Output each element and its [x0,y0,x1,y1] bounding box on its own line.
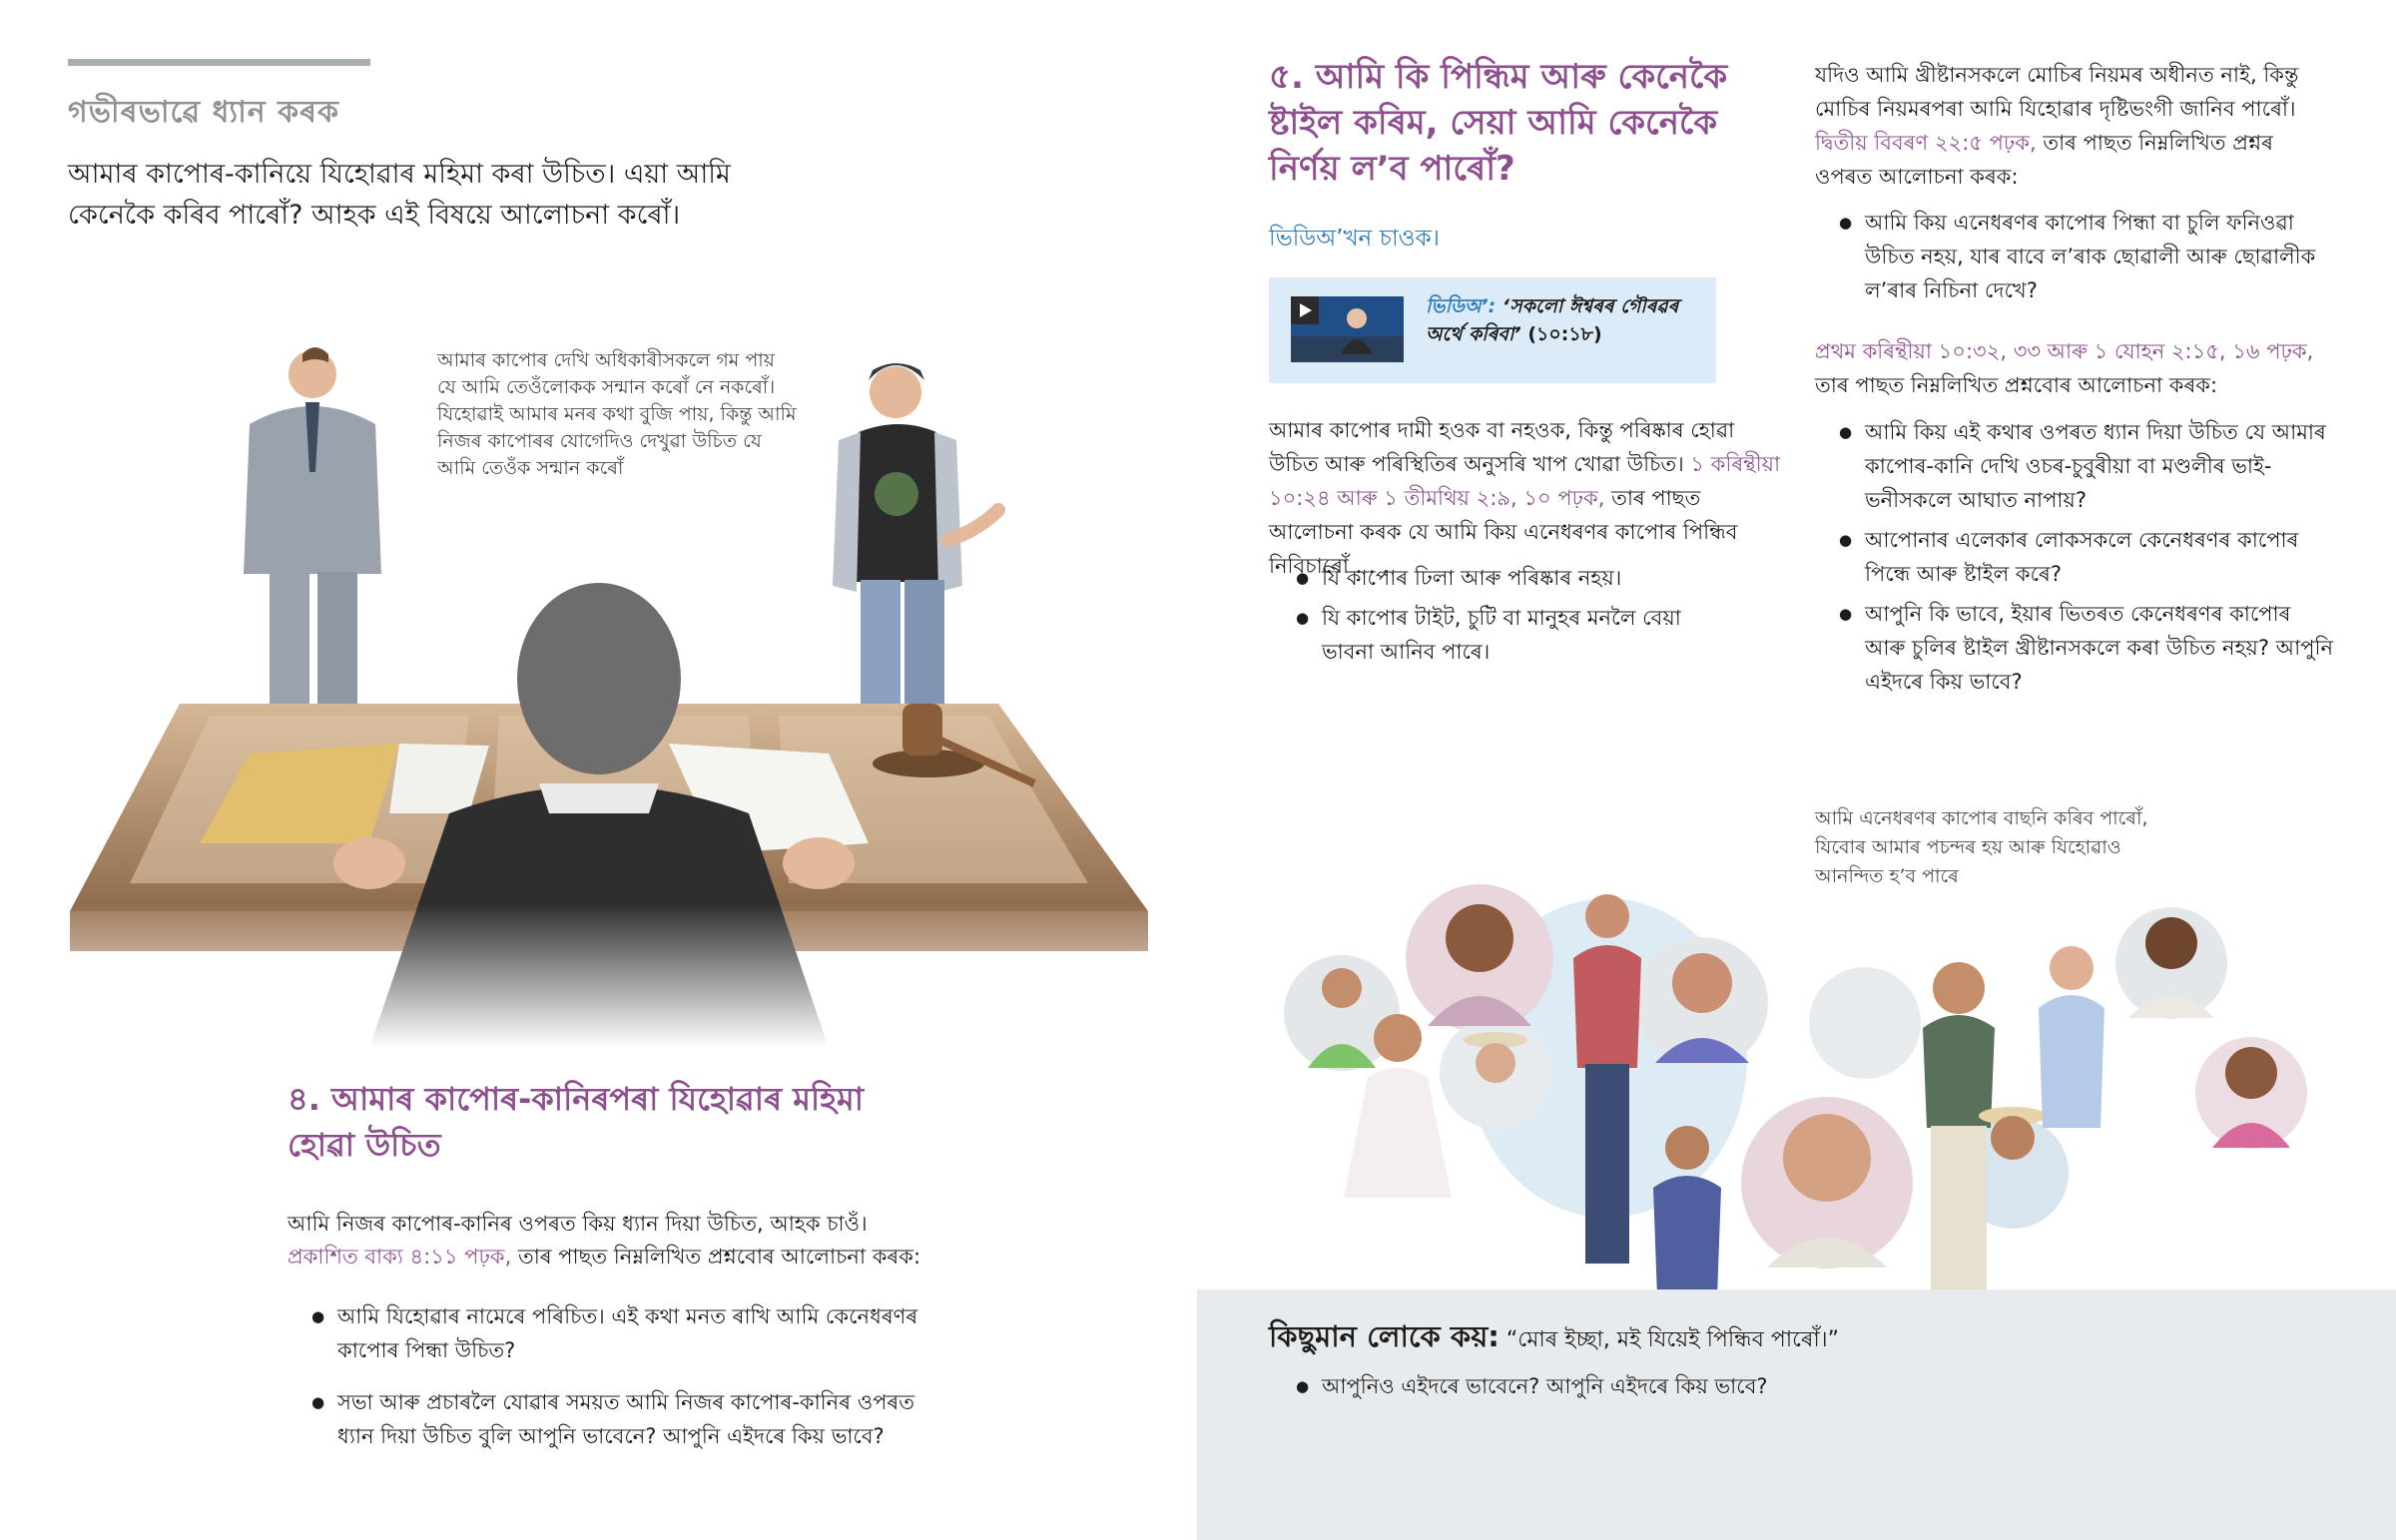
question-item: ● আমি যিহোৱাৰ নামেৰে পৰিচিত। এই কথা মনত ৰাখি আমি কেনেধৰণৰ কাপোৰ পিন্ধা উচিত? [309,1299,948,1367]
section-4-heading: ৪. আমাৰ কাপোৰ-কানিৰপৰা যিহোৱাৰ মহিমা হোৱা উচিত [288,1080,865,1164]
video-title-text: ‘সকলো ঈশ্বৰৰ গৌৰৱৰ অৰ্থে কৰিবা’ [1426,295,1679,345]
column-3-text-c: তাৰ পাছত নিম্নলিখিত প্ৰশ্নবোৰ আলোচনা কৰক: [1815,373,2218,397]
question-item: ● আপোনাৰ এলেকাৰ লোকসকলে কেনেধৰণৰ কাপোৰ পিন্ধে আৰু ষ্টাইল কৰে? [1837,523,2336,591]
meditate-label: গভীৰভাৱে ধ্যান কৰক [68,95,340,130]
scripture-link-revelation[interactable]: প্ৰকাশিত বাক্য ৪:১১ পঢ়ক, [288,1245,512,1269]
courtroom-caption: আমাৰ কাপোৰ দেখি অধিকাৰীসকলে গম পায় যে আমি তেওঁলোকক সন্মান কৰোঁ নে নকৰোঁ। যিহোৱাই আমাৰ মনৰ কথা বুজি পায়, কিন্তু আমি নিজৰ কাপোৰৰ যোগেদিও দেখুৱা উচিত যে আমি তেওঁক সন্মান কৰোঁ [437,349,797,479]
list-item: ● যি কাপোৰ টাইট, চুটি বা মানুহৰ মনলৈ বেয়া ভাবনা আনিব পাৰে। [1294,601,1693,669]
column-3-text-a: যদিও আমি খ্ৰীষ্টানসকলে মোচিৰ নিয়মৰ অধীনত নাই, কিন্তু মোচিৰ নিয়মৰপৰা আমি যিহোৱাৰ দৃষ্টিভংগী জানিব পাৰোঁ। [1815,63,2299,121]
section-5-list [1294,561,1693,687]
person-woman-embroidered [2039,946,2104,1128]
column-3-paragraph-2 [1815,334,2334,402]
video-thumbnail[interactable] [1291,296,1404,362]
question-item: ● আপুনিও এইদৰে ভাবেনে? আপুনি এইদৰে কিয় ভাবে? [1294,1369,2192,1403]
column-3-questions-2 [1837,415,2336,717]
some-say-quote: “মোৰ ইচ্ছা, মই যিয়েই পিন্ধিব পাৰোঁ।” [1498,1327,1840,1352]
top-rule [68,59,370,66]
question-item: ● আপুনি কি ভাবে, ইয়াৰ ভিতৰত কেনেধৰণৰ কাপোৰ আৰু চুলিৰ ষ্টাইল খ্ৰীষ্টানসকলে কৰা উচিত নহয়? আপুনি এইদৰে কিয় ভাবে? [1837,597,2336,699]
some-say-line [1269,1319,2267,1357]
person-woman-green [1923,962,1995,1297]
section-4-intro-text: আমি নিজৰ কাপোৰ-কানিৰ ওপৰত কিয় ধ্যান দিয়া উচিত, আহক চাওঁ। [288,1212,868,1236]
section-4-intro-tail: তাৰ পাছত নিম্নলিখিত প্ৰশ্নবোৰ আলোচনা কৰক: [511,1245,921,1269]
section-5-text-b: তাৰ পাছত আলোচনা কৰক যে আমি কিয় এনেধৰণৰ কাপোৰ পিন্ধিব নিবিচাৰোঁ . . . [1269,486,1738,578]
people-caption: আমি এনেধৰণৰ কাপোৰ বাছনি কৰিব পাৰোঁ, যিবোৰ আমাৰ পচন্দৰ হয় আৰু যিহোৱাও আনন্দিত হ’ব পাৰে [1815,807,2148,887]
some-say-label: কিছুমান লোকে কয়: [1269,1319,1499,1353]
section-5-heading: ৫. আমি কি পিন্ধিম আৰু কেনেকৈ ষ্টাইল কৰিম, সেয়া আমি কেনেকৈ নিৰ্ণয় ল’ব পাৰোঁ? [1269,57,1728,189]
question-item: ● আমি কিয় এই কথাৰ ওপৰত ধ্যান দিয়া উচিত যে আমাৰ কাপোৰ-কানি দেখি ওচৰ-চুবুৰীয়া বা মণ্ডলীৰ ভাই-ভনীসকলে আঘাত নাপায়? [1837,415,2336,517]
column-3-paragraph-1 [1815,58,2334,194]
section-5-text-a: আমাৰ কাপোৰ দামী হওক বা নহওক, কিন্তু পৰিষ্কাৰ হোৱা উচিত আৰু পৰিস্থিতিৰ অনুসৰি খাপ খোৱা উচিত। [1269,418,1735,476]
question-item: ● সভা আৰু প্ৰচাৰলৈ যোৱাৰ সময়ত আমি নিজৰ কাপোৰ-কানিৰ ওপৰত ধ্যান দিয়া উচিত বুলি আপুনি ভাবেনে? আপুনি এইদৰে কিয় ভাবে? [309,1385,948,1453]
scripture-link-corinthians-john[interactable]: প্ৰথম কৰিন্থীয়া ১০:৩২, ৩৩ আৰু ১ যোহন ২:১৫, ১৬ পঢ়ক, [1815,339,2314,363]
video-label: ভিডিঅ’: [1426,295,1497,317]
watch-video-link[interactable]: ভিডিঅ’খন চাওক। [1269,226,1440,252]
column-3-text-b: তাৰ পাছত নিম্নলিখিত প্ৰশ্নৰ ওপৰত আলোচনা কৰক: [1815,131,2273,189]
scripture-link-deuteronomy[interactable]: দ্বিতীয় বিবৰণ ২২:৫ পঢ়ক, [1815,131,2037,155]
list-item: ● যি কাপোৰ ঢিলা আৰু পৰিষ্কাৰ নহয়। [1294,561,1693,595]
video-duration: (১০:১৮) [1520,323,1602,345]
scripture-link-corinthians-timothy[interactable]: ১ কৰিন্থীয়া ১০:২৪ আৰু ১ তীমথিয় ২:৯, ১০ পঢ়ক, [1269,452,1781,510]
man-in-suit [244,347,381,704]
column-3-questions-1 [1837,206,2336,325]
intro-text: আমাৰ কাপোৰ-কানিয়ে যিহোৱাৰ মহিমা কৰা উচিত। এয়া আমি কেনেকৈ কৰিব পাৰোঁ? আহক এই বিষয়ে আলোচনা কৰোঁ। [68,159,731,231]
young-man [833,363,998,704]
section-5-paragraph [1269,413,1788,583]
section-4-questions [309,1299,948,1471]
video-title[interactable] [1426,292,1710,348]
question-item: ● আমি কিয় এনেধৰণৰ কাপোৰ পিন্ধা বা চুলি ফনিওৱা উচিত নহয়, যাৰ বাবে ল’ৰাক ছোৱালী আৰু ছোৱালীক ল’ৰাৰ নিচিনা দেখে? [1837,206,2336,307]
section-4-intro [288,1208,946,1274]
some-say-question [1294,1369,2192,1421]
people-illustration [1278,858,2316,1297]
